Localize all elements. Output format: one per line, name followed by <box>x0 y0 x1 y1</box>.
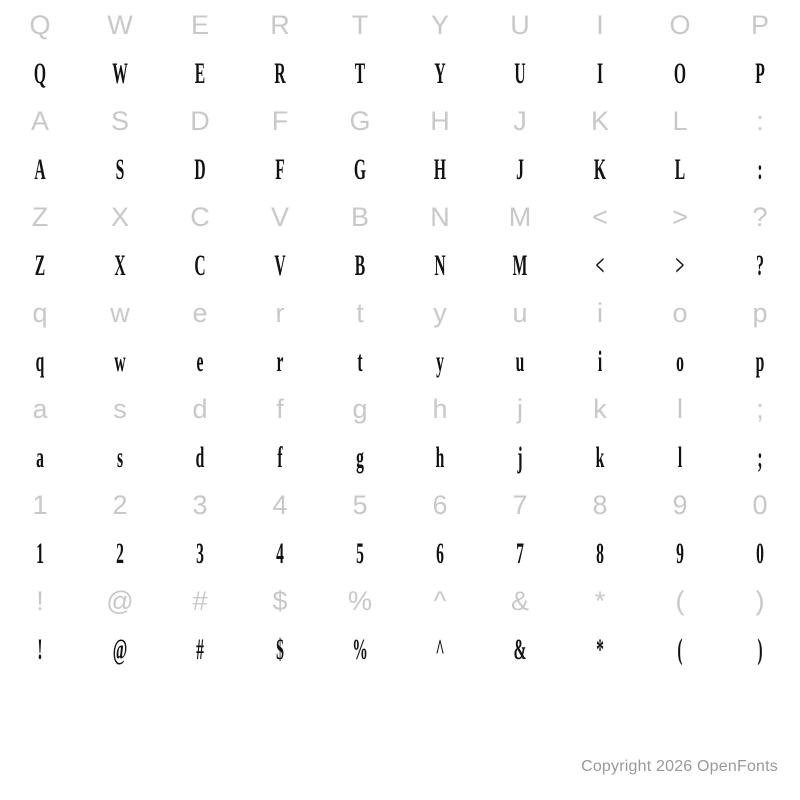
glyph-cell: Y <box>430 10 449 40</box>
glyph-cell: N <box>430 202 450 232</box>
glyph-cell: l <box>677 394 683 424</box>
glyph-cell: $ <box>272 586 288 616</box>
glyph-cell: M <box>508 202 532 232</box>
glyph-cell: R <box>270 10 290 40</box>
glyph-cell <box>579 527 621 580</box>
glyph-cell <box>19 143 61 196</box>
glyph-cell <box>259 143 301 196</box>
glyph-sample: 8 <box>596 537 604 570</box>
glyph-cell <box>659 47 701 100</box>
glyph-row-reference <box>0 196 800 239</box>
glyph-cell <box>179 47 221 100</box>
glyph-cell <box>499 47 541 100</box>
glyph-row-reference <box>0 580 800 623</box>
glyph-cell: ; <box>756 394 764 424</box>
glyph-cell <box>99 143 141 196</box>
copyright-notice: Copyright 2026 OpenFonts <box>581 758 778 775</box>
glyph-cell: > <box>672 202 688 232</box>
glyph-sample: # <box>196 633 204 666</box>
glyph-cell: g <box>352 394 368 424</box>
glyph-cell <box>339 527 381 580</box>
glyph-cell <box>499 239 541 292</box>
glyph-cell: J <box>513 106 527 136</box>
glyph-sample: D <box>194 153 206 186</box>
glyph-cell <box>419 47 461 100</box>
glyph-cell: & <box>510 586 529 616</box>
glyph-sample: I <box>596 57 604 90</box>
glyph-cell: o <box>672 298 688 328</box>
glyph-cell <box>659 239 701 292</box>
glyph-sample: @ <box>112 633 128 666</box>
glyph-cell <box>259 623 301 676</box>
glyph-cell: e <box>192 298 208 328</box>
glyph-cell <box>499 623 541 676</box>
glyph-cell <box>579 47 621 100</box>
glyph-row-sample <box>0 335 800 388</box>
glyph-cell <box>99 527 141 580</box>
glyph-cell <box>499 143 541 196</box>
glyph-cell: ( <box>675 586 685 616</box>
glyph-cell <box>499 335 541 388</box>
glyph-cell <box>19 335 61 388</box>
glyph-cell <box>739 143 781 196</box>
glyph-cell: 2 <box>112 490 128 520</box>
glyph-cell <box>419 239 461 292</box>
glyph-cell: k <box>593 394 607 424</box>
glyph-cell: w <box>110 298 130 328</box>
glyph-sample: B <box>354 249 366 282</box>
glyph-sample: A <box>34 153 46 186</box>
glyph-cell <box>659 623 701 676</box>
glyph-sample: e <box>196 345 204 378</box>
glyph-sample: J <box>516 153 524 186</box>
glyph-cell: f <box>276 394 284 424</box>
glyph-cell <box>659 143 701 196</box>
glyph-row-reference <box>0 388 800 431</box>
glyph-row-reference <box>0 4 800 47</box>
glyph-cell <box>419 623 461 676</box>
glyph-row-sample <box>0 431 800 484</box>
glyph-cell <box>259 335 301 388</box>
glyph-cell <box>19 239 61 292</box>
glyph-sample: L <box>674 153 686 186</box>
glyph-sample: r <box>276 345 284 378</box>
glyph-sample: h <box>435 441 445 474</box>
glyph-cell: U <box>510 10 530 40</box>
glyph-sample: w <box>114 345 126 378</box>
glyph-sample: 4 <box>276 537 284 570</box>
glyph-sample: V <box>274 249 286 282</box>
glyph-cell <box>99 335 141 388</box>
glyph-cell <box>579 335 621 388</box>
glyph-sample: 7 <box>516 537 524 570</box>
glyph-sample: i <box>597 345 603 378</box>
glyph-cell <box>99 239 141 292</box>
glyph-cell: 0 <box>752 490 768 520</box>
glyph-cell <box>339 431 381 484</box>
glyph-sample: ! <box>37 633 43 666</box>
glyph-sample: ? <box>756 249 764 282</box>
glyph-cell: ? <box>752 202 768 232</box>
glyph-sample: p <box>755 345 765 378</box>
glyph-sample: Q <box>33 57 47 90</box>
glyph-cell: H <box>430 106 450 136</box>
glyph-sample: < <box>595 249 605 282</box>
glyph-cell <box>419 143 461 196</box>
glyph-cell: j <box>517 394 523 424</box>
glyph-cell <box>659 335 701 388</box>
glyph-sample: s <box>116 441 124 474</box>
glyph-row-sample <box>0 143 800 196</box>
glyph-cell <box>179 239 221 292</box>
glyph-cell: p <box>752 298 768 328</box>
glyph-cell: i <box>597 298 603 328</box>
glyph-sample: W <box>112 57 128 90</box>
glyph-cell: s <box>113 394 127 424</box>
glyph-cell <box>19 527 61 580</box>
glyph-sample: ) <box>757 633 763 666</box>
glyph-cell: r <box>275 298 285 328</box>
glyph-sample: E <box>194 57 206 90</box>
glyph-cell: ^ <box>433 586 447 616</box>
glyph-cell: F <box>271 106 289 136</box>
glyph-sample: t <box>357 345 363 378</box>
glyph-cell <box>739 239 781 292</box>
glyph-sample: Z <box>34 249 46 282</box>
glyph-cell: 5 <box>352 490 368 520</box>
glyph-cell <box>739 623 781 676</box>
glyph-cell: q <box>32 298 48 328</box>
glyph-sample: q <box>35 345 45 378</box>
glyph-cell <box>179 335 221 388</box>
glyph-sample: $ <box>276 633 284 666</box>
glyph-cell: t <box>356 298 364 328</box>
glyph-cell <box>179 623 221 676</box>
glyph-cell: 6 <box>432 490 448 520</box>
glyph-sample: % <box>352 633 368 666</box>
glyph-cell <box>259 239 301 292</box>
glyph-cell <box>339 623 381 676</box>
glyph-sample: l <box>677 441 683 474</box>
glyph-cell: O <box>669 10 691 40</box>
glyph-cell: I <box>596 10 604 40</box>
glyph-cell: @ <box>106 586 134 616</box>
glyph-cell: y <box>433 298 447 328</box>
glyph-cell: * <box>594 586 606 616</box>
glyph-sample: 6 <box>436 537 444 570</box>
glyph-cell <box>19 431 61 484</box>
glyph-sample: ; <box>757 441 763 474</box>
glyph-cell: 4 <box>272 490 288 520</box>
glyph-row-reference <box>0 292 800 335</box>
glyph-cell <box>659 431 701 484</box>
glyph-cell <box>99 623 141 676</box>
glyph-sample: M <box>512 249 528 282</box>
glyph-cell <box>739 47 781 100</box>
glyph-cell <box>499 431 541 484</box>
glyph-row-sample <box>0 527 800 580</box>
glyph-cell: a <box>32 394 48 424</box>
glyph-sample: O <box>673 57 687 90</box>
glyph-cell <box>339 335 381 388</box>
glyph-cell: C <box>190 202 210 232</box>
glyph-sample: : <box>757 153 763 186</box>
glyph-sample: a <box>36 441 44 474</box>
glyph-sample: N <box>434 249 446 282</box>
glyph-sample: 0 <box>756 537 764 570</box>
glyph-cell <box>339 143 381 196</box>
glyph-cell <box>99 431 141 484</box>
glyph-cell <box>259 431 301 484</box>
glyph-sample: C <box>194 249 206 282</box>
glyph-sample: * <box>596 633 604 666</box>
glyph-cell <box>739 527 781 580</box>
glyph-sample: H <box>433 153 447 186</box>
glyph-cell <box>499 527 541 580</box>
glyph-sample: u <box>515 345 525 378</box>
glyph-cell <box>19 47 61 100</box>
glyph-cell <box>179 143 221 196</box>
glyph-cell: L <box>672 106 688 136</box>
glyph-sample: 1 <box>36 537 44 570</box>
glyph-cell <box>179 431 221 484</box>
glyph-cell <box>419 335 461 388</box>
glyph-cell: E <box>190 10 209 40</box>
glyph-cell <box>659 527 701 580</box>
glyph-cell <box>99 47 141 100</box>
glyph-cell: d <box>192 394 208 424</box>
glyph-cell: W <box>107 10 133 40</box>
glyph-sample: T <box>354 57 366 90</box>
glyph-cell: ) <box>755 586 765 616</box>
glyph-sample: K <box>593 153 607 186</box>
glyph-cell: A <box>30 106 49 136</box>
glyph-sample: ( <box>677 633 683 666</box>
glyph-sample: F <box>275 153 285 186</box>
glyph-cell: u <box>512 298 528 328</box>
glyph-cell: Q <box>29 10 51 40</box>
glyph-cell: P <box>750 10 769 40</box>
glyph-row-reference <box>0 100 800 143</box>
glyph-sample: y <box>436 345 444 378</box>
glyph-sample: o <box>676 345 684 378</box>
glyph-cell: 1 <box>32 490 48 520</box>
glyph-cell: < <box>592 202 608 232</box>
glyph-cell <box>579 239 621 292</box>
glyph-cell <box>339 239 381 292</box>
glyph-cell: 3 <box>192 490 208 520</box>
glyph-sample: k <box>595 441 605 474</box>
glyph-sample: d <box>195 441 205 474</box>
glyph-cell <box>259 527 301 580</box>
glyph-cell: K <box>590 106 609 136</box>
glyph-cell <box>579 431 621 484</box>
glyph-cell <box>259 47 301 100</box>
glyph-sample: 5 <box>356 537 364 570</box>
glyph-cell <box>579 143 621 196</box>
glyph-sample: X <box>114 249 126 282</box>
glyph-sample: R <box>274 57 286 90</box>
glyph-cell <box>419 431 461 484</box>
glyph-cell: # <box>192 586 208 616</box>
glyph-cell <box>19 623 61 676</box>
glyph-cell: V <box>270 202 289 232</box>
glyph-sample: & <box>513 633 527 666</box>
glyph-cell: ! <box>36 586 44 616</box>
glyph-cell: T <box>351 10 369 40</box>
glyph-cell: X <box>110 202 129 232</box>
glyph-row-reference <box>0 484 800 527</box>
glyph-cell <box>339 47 381 100</box>
glyph-cell: % <box>347 586 372 616</box>
glyph-sample: S <box>115 153 125 186</box>
glyph-row-sample <box>0 623 800 676</box>
glyph-cell <box>419 527 461 580</box>
glyph-sample: 2 <box>116 537 124 570</box>
glyph-sample: g <box>356 441 364 474</box>
glyph-cell: 8 <box>592 490 608 520</box>
glyph-cell: B <box>350 202 369 232</box>
glyph-sample: 9 <box>676 537 684 570</box>
glyph-sample: G <box>353 153 367 186</box>
glyph-cell <box>739 431 781 484</box>
glyph-sample: j <box>517 441 523 474</box>
glyph-sample: Y <box>434 57 446 90</box>
glyph-sample: ^ <box>435 633 445 666</box>
glyph-cell: G <box>349 106 371 136</box>
glyph-cell <box>179 527 221 580</box>
glyph-sample: P <box>755 57 765 90</box>
glyph-row-sample <box>0 239 800 292</box>
glyph-cell: 7 <box>512 490 528 520</box>
glyph-sample: f <box>277 441 283 474</box>
glyph-cell <box>579 623 621 676</box>
glyph-row-sample <box>0 47 800 100</box>
glyph-cell: D <box>190 106 210 136</box>
glyph-sample: 3 <box>196 537 204 570</box>
glyph-cell: : <box>756 106 764 136</box>
glyph-cell: Z <box>31 202 49 232</box>
glyph-cell: h <box>432 394 448 424</box>
glyph-cell <box>739 335 781 388</box>
glyph-sample: > <box>675 249 685 282</box>
glyph-cell: 9 <box>672 490 688 520</box>
glyph-sample: U <box>514 57 526 90</box>
glyph-cell: S <box>110 106 129 136</box>
